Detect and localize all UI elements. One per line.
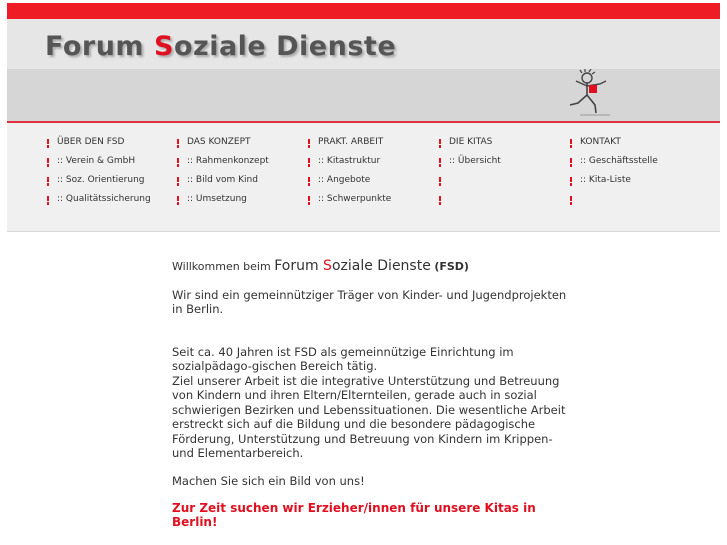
top-red-stripe xyxy=(7,3,720,19)
brand-text-2: oziale Dienste xyxy=(331,258,431,274)
page xyxy=(7,19,720,545)
nav-item-label: :: Soz. Orientierung xyxy=(57,175,145,185)
nav-heading-label: ÜBER DEN FSD xyxy=(57,137,125,147)
nav-item-label: :: Angebote xyxy=(318,175,371,185)
brand-abbr: (FSD) xyxy=(434,260,469,273)
nav-item-label: :: Qualitätssicherung xyxy=(57,194,151,204)
history-paragraph xyxy=(172,345,567,461)
history-text: Seit ca. 40 Jahren ist FSD als gemeinnützige Einrichtung im sozialpädago-gischen Bereich tätig. xyxy=(172,344,514,373)
nav-heading-label: KONTAKT xyxy=(580,137,621,147)
nav-item-label: :: Umsetzung xyxy=(187,194,247,204)
intro-paragraph: Wir sind ein gemeinnütziger Träger von Kinder- und Jugendprojekten in Berlin. xyxy=(172,287,567,316)
main-navigation xyxy=(7,123,720,232)
logo-text-2: oziale Dienste xyxy=(173,31,397,62)
goal-text: Ziel unserer Arbeit ist die integrative Unterstützung und Betreuung von Kindern und ihren Eltern/Elternteilen, gerade auch in sozial schwierigen Bezirken und Lebenssituationen. Die wesentliche Arbeit erstreckt sich auf die Bildung und die besondere pädagogische Förderung, Unterstützung und Betreuung von Kindern im Krippen- und Elementarbereich. xyxy=(172,373,566,460)
nav-item-label: :: Kita-Liste xyxy=(580,175,631,185)
header-lower-band xyxy=(7,69,720,121)
logo-text-1: Forum xyxy=(45,31,154,62)
logo-s: S xyxy=(153,31,174,62)
nav-item-label: :: Verein & GmbH xyxy=(57,156,136,166)
nav-item-label: :: Rahmenkonzept xyxy=(187,156,269,166)
nav-item-label: :: Schwerpunkte xyxy=(318,194,392,204)
header xyxy=(7,19,720,123)
brand-s: S xyxy=(323,258,332,274)
brand-name xyxy=(274,258,431,274)
cta-paragraph: Machen Sie sich ein Bild von uns! xyxy=(172,473,365,488)
nav-heading-label: DAS KONZEPT xyxy=(187,137,251,147)
nav-item-label: :: Geschäftsstelle xyxy=(580,156,658,166)
welcome-prefix: Willkommen beim xyxy=(172,260,275,273)
site-logo[interactable] xyxy=(45,31,396,62)
nav-item-label: :: Bild vom Kind xyxy=(187,175,258,185)
nav-item-label: :: Kitastruktur xyxy=(318,156,381,166)
nav-heading-label: PRAKT. ARBEIT xyxy=(318,137,384,147)
mascot-figure-icon xyxy=(560,69,612,119)
job-notice: Zur Zeit suchen wir Erzieher/innen für unsere Kitas in Berlin! xyxy=(172,501,536,529)
main-content xyxy=(172,259,567,542)
brand-text-1: Forum xyxy=(274,258,324,274)
nav-heading-label: DIE KITAS xyxy=(449,137,493,147)
welcome-line xyxy=(172,259,567,275)
nav-item-label: :: Übersicht xyxy=(449,156,501,166)
top-bar xyxy=(0,0,727,20)
